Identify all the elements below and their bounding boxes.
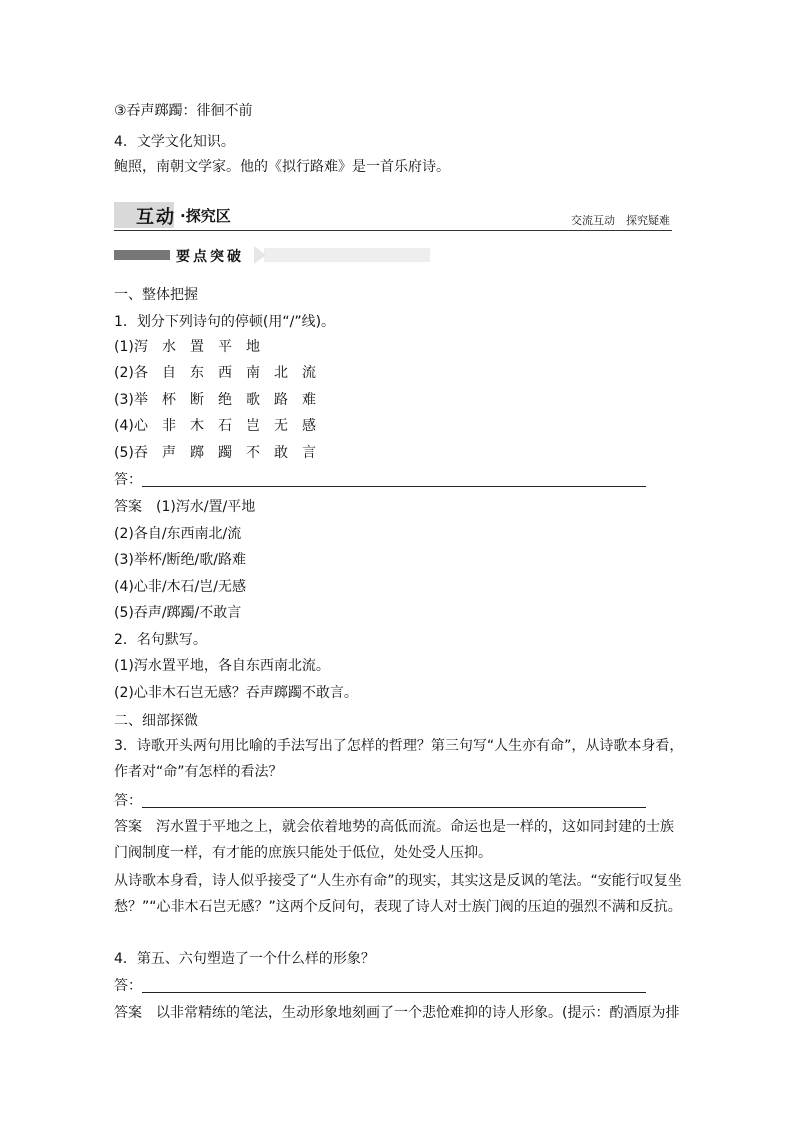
section-title: 互动 [136, 207, 176, 228]
poem-character: 岂 [246, 418, 260, 434]
poem-character: 水 [162, 339, 176, 355]
keypoint-light-block [264, 248, 430, 262]
answer-item: (4)心非/木石/岂/无感 [114, 579, 246, 595]
poem-number: (2) [114, 365, 134, 381]
poem-character: 北 [274, 365, 288, 381]
answer-4-text: 以非常精练的笔法，生动形象地刻画了一个悲怆难抑的诗人形象。(提示：酌酒原为排 [156, 1005, 680, 1021]
poem-character: 声 [162, 445, 176, 461]
answer-3-paragraph-2: 从诗歌本身看，诗人似乎接受了“人生亦有命”的现实，其实这是反讽的笔法。“安能行叹复坐愁？”“心非木石岂无感？”这两个反问句，表现了诗人对士族门阀的压迫的强烈不满和反抗。 [114, 873, 682, 915]
answer-item: (5)吞声/踯躅/不敢言 [114, 605, 242, 621]
poem-character: 感 [302, 418, 316, 434]
answer-tag: 答案 [114, 819, 142, 835]
question-2: 2．名句默写。 [114, 632, 207, 648]
poem-character: 举 [134, 392, 148, 408]
poem-character: 自 [162, 365, 176, 381]
poem-line [114, 390, 330, 410]
poem-character: 敢 [274, 445, 288, 461]
answer-prompt: 答： [114, 793, 142, 809]
poem-character: 置 [190, 339, 204, 355]
section-header [114, 198, 672, 231]
poem-line [114, 363, 330, 383]
poem-character: 言 [302, 445, 316, 461]
poem-character: 难 [302, 392, 316, 408]
answer-tag: 答案 [114, 1005, 142, 1021]
answer-prompt: 答： [114, 978, 142, 994]
answer-1-line [114, 497, 255, 517]
poem-character: 南 [246, 365, 260, 381]
poem-number: (4) [114, 418, 134, 434]
poem-character: 平 [218, 339, 232, 355]
answer-underline [142, 807, 646, 808]
poem-character: 无 [274, 418, 288, 434]
poem-line [114, 416, 330, 436]
poem-character: 木 [190, 418, 204, 434]
part2-heading: 二、细部探微 [114, 713, 198, 729]
poem-character: 歌 [246, 392, 260, 408]
poem-character: 非 [162, 418, 176, 434]
answer-prompt: 答： [114, 472, 142, 488]
answer-3-text: 泻水置于平地之上，就会依着地势的高低而流。命运也是一样的，这如同封建的士族门阀制度一样，有才能的庶族只能处于低位，处处受人压抑。 [114, 819, 674, 861]
poem-character: 石 [218, 418, 232, 434]
keypoint-arrow-icon [254, 246, 266, 264]
poem-line [114, 337, 274, 357]
answer-3-paragraph-1 [114, 814, 684, 866]
question-2-answer-2: (2)心非木石岂无感？吞声踯躅不敢言。 [114, 685, 358, 701]
keypoint-label: 要点突破 [176, 249, 244, 265]
keypoint-dark-block [114, 250, 170, 260]
answer-underline [142, 992, 646, 993]
poem-number: (5) [114, 445, 134, 461]
answer-tag: 答案 [114, 499, 142, 515]
poem-character: 不 [246, 445, 260, 461]
poem-number: (1) [114, 339, 134, 355]
answer-underline [142, 486, 646, 487]
poem-character: 西 [218, 365, 232, 381]
poem-character: 躅 [218, 445, 232, 461]
section-4-heading: 4．文学文化知识。 [114, 134, 235, 150]
poem-character: 流 [302, 365, 316, 381]
poem-number: (3) [114, 392, 134, 408]
part1-heading: 一、整体把握 [114, 287, 198, 303]
author-note: 鲍照，南朝文学家。他的《拟行路难》是一首乐府诗。 [114, 159, 450, 175]
answer-item: (3)举杯/断绝/歌/路难 [114, 552, 246, 568]
poem-character: 绝 [218, 392, 232, 408]
answer-4-line [114, 1003, 679, 1023]
poem-character: 心 [134, 418, 148, 434]
poem-character: 地 [246, 339, 260, 355]
poem-character: 断 [190, 392, 204, 408]
section-tagline: 交流互动 探究疑难 [571, 214, 670, 227]
poem-character: 东 [190, 365, 204, 381]
question-4: 4．第五、六句塑造了一个什么样的形象？ [114, 951, 375, 967]
question-1: 1．划分下列诗句的停顿(用“/”线)。 [114, 314, 336, 330]
poem-character: 泻 [134, 339, 148, 355]
answer-item: (2)各自/东西南北/流 [114, 526, 242, 542]
poem-character: 吞 [134, 445, 148, 461]
poem-character: 各 [134, 365, 148, 381]
poem-character: 踯 [190, 445, 204, 461]
section-subtitle: ·探究区 [180, 207, 231, 225]
question-3: 3．诗歌开头两句用比喻的手法写出了怎样的哲理？第三句写“人生亦有命”，从诗歌本身看，作者对“命”有怎样的看法？ [114, 738, 684, 780]
question-2-answer-1: (1)泻水置平地，各自东西南北流。 [114, 658, 330, 674]
poem-character: 路 [274, 392, 288, 408]
poem-line [114, 443, 330, 463]
answer-item: (1)泻水/置/平地 [156, 499, 256, 515]
keypoint-bar [114, 246, 432, 264]
poem-character: 杯 [162, 392, 176, 408]
note-line: ③吞声踯躅：徘徊不前 [114, 103, 253, 119]
